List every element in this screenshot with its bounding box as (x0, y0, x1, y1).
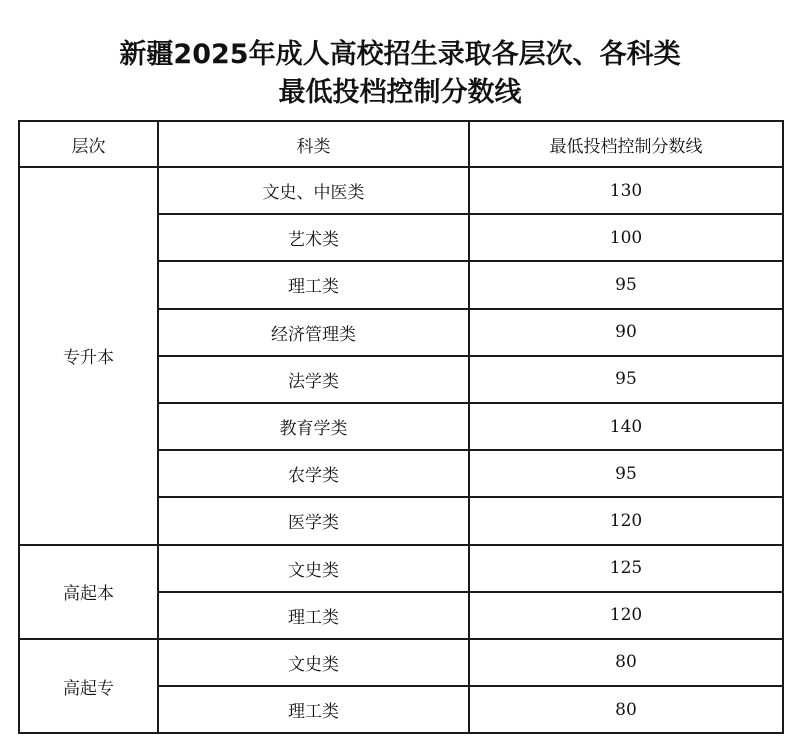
header-subject: 科类 (158, 121, 469, 167)
subject-cell: 农学类 (158, 450, 469, 497)
score-cell: 100 (469, 214, 783, 261)
level-cell: 高起本 (19, 545, 158, 639)
subject-cell: 法学类 (158, 356, 469, 403)
subject-cell: 经济管理类 (158, 309, 469, 356)
table-row (19, 639, 783, 686)
table-header-row (19, 121, 783, 167)
score-cell: 80 (469, 639, 783, 686)
score-cell: 95 (469, 261, 783, 308)
page-title: 新疆2025年成人高校招生录取各层次、各科类 (119, 39, 681, 70)
subject-cell: 理工类 (158, 686, 469, 733)
subject-cell: 艺术类 (158, 214, 469, 261)
score-table (18, 120, 784, 734)
subject-cell: 理工类 (158, 592, 469, 639)
subject-cell: 理工类 (158, 261, 469, 308)
subject-cell: 教育学类 (158, 403, 469, 450)
score-cell: 120 (469, 497, 783, 544)
score-cell: 125 (469, 545, 783, 592)
subject-cell: 文史、中医类 (158, 167, 469, 214)
subject-cell: 医学类 (158, 497, 469, 544)
score-cell: 95 (469, 356, 783, 403)
subject-cell: 文史类 (158, 639, 469, 686)
header-level: 层次 (19, 121, 158, 167)
score-cell: 95 (469, 450, 783, 497)
score-cell: 140 (469, 403, 783, 450)
header-score: 最低投档控制分数线 (469, 121, 783, 167)
score-cell: 90 (469, 309, 783, 356)
table-row (19, 545, 783, 592)
level-cell: 高起专 (19, 639, 158, 733)
table-row (19, 167, 783, 214)
page-subtitle: 最低投档控制分数线 (278, 77, 522, 108)
score-cell: 130 (469, 167, 783, 214)
level-cell: 专升本 (19, 167, 158, 545)
score-cell: 120 (469, 592, 783, 639)
subject-cell: 文史类 (158, 545, 469, 592)
score-cell: 80 (469, 686, 783, 733)
